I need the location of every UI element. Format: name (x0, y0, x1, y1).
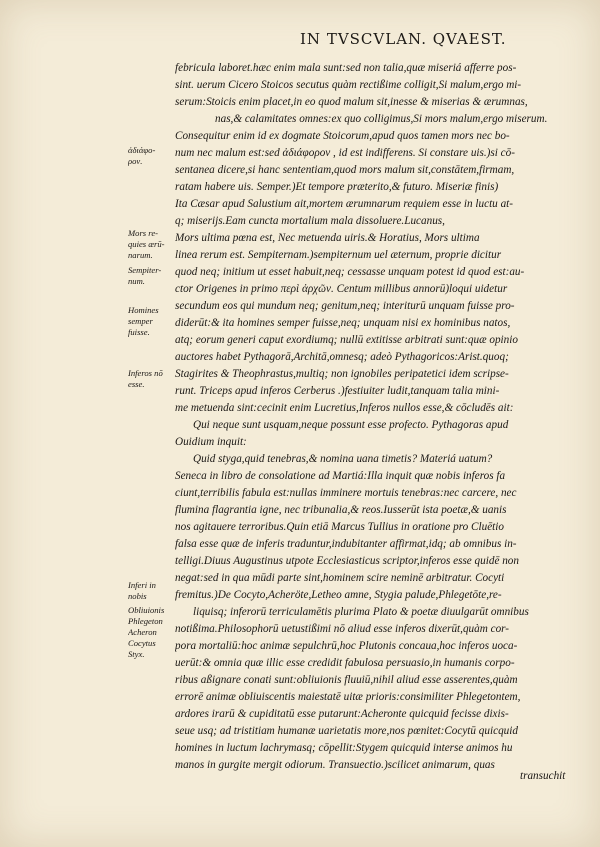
text-line: me metuenda sint:cecinit enim Lucretius,Inferos nullos esse,& cōcludēs ait: (175, 402, 514, 414)
text-line: sint. uerum Cicero Stoicos secutus quàm rectißime colligit,Si malum,ergo mi- (175, 79, 522, 91)
margin-note-inferos: Inferos nō esse. (128, 368, 163, 389)
text-line: sentanea dicere,si hanc sententiam,quod mors malum sit,constātem,firmam, (175, 164, 515, 176)
text-line: seue usq; ad tristitiam humanæ uarietatis more,nos pœnitet:Cocytū quicquid (175, 725, 518, 737)
text-line: linea rerum est. Sempiternam.)sempiternum uel æternum, proprie dicitur (175, 249, 502, 261)
text-line: q; miserijs.Eam cuncta mortalium mala dissoluere.Lucanus, (175, 215, 445, 227)
margin-note-rivers: Obliuionis Phlegeton Acheron Cocytus Styx. (128, 605, 165, 659)
text-line: ardores irarū & cupiditatū esse putarunt:Acheronte quicquid fecisse dixis- (175, 708, 509, 720)
text-line: runt. Triceps apud inferos Cerberus .)festiuiter ludit,tanquam talia mini- (175, 385, 500, 397)
text-line: Qui neque sunt usquam,neque possunt esse profecto. Pythagoras apud (193, 419, 509, 431)
text-line: notißima.Philosophorū uetustißimi nō aliud esse inferos dixerūt,quàm cor- (175, 623, 510, 635)
margin-note-inferi-nobis: Inferi in nobis (128, 580, 156, 601)
margin-note-mors-requies: Mors re- quies ærū- narum. (128, 228, 165, 260)
text-line: febricula laboret.hæc enim mala sunt:sed non talia,quæ miseriá afferre pos- (175, 62, 517, 74)
text-line: Mors ultima pœna est, Nec metuenda uiris.& Horatius, Mors ultima (175, 232, 480, 244)
text-line: diderūt:& ita homines semper fuisse,neq; unquam nisi ex hominibus natos, (175, 317, 511, 329)
text-line: ctor Origenes in primo περὶ ἀρχῶν. Centum millibus annorū)loqui uidetur (175, 283, 508, 295)
text-line: nos agitauere terroribus.Quin etiā Marcus Tullius in oratione pro Cluētio (175, 521, 504, 533)
text-line: falsa esse quæ de inferis traduntur,indubitanter affirmat,idq; ab omnibus in- (175, 538, 517, 550)
text-line: Quid styga,quid tenebras,& nomina uana timetis? Materiá uatum? (193, 453, 493, 465)
text-line: atq; eorum generi caput exordiumq; nullū extitisse arbitrati sunt:quæ opinio (175, 334, 518, 346)
running-header: IN TVSCVLAN. QVAEST. (300, 30, 507, 48)
text-line: auctores habet Pythagorā,Architā,omnesq; adeò Pythagoricos:Arist.quoq; (175, 351, 509, 363)
text-line: homines in luctum lachrymasq; cōpellit:Stygem quicquid interse animos hu (175, 742, 513, 754)
text-line: Ouidium inquit: (175, 436, 247, 448)
text-line: nas,& calamitates omnes:ex quo colligimus,Si mors malum,ergo miserum. (215, 113, 548, 125)
text-line: Seneca in libro de consolatione ad Martiá:Illa inquit quæ nobis inferos fa (175, 470, 506, 482)
text-line: num nec malum est:sed ἀδιάφορον , id est indifferens. Si constare uis.)si cō- (175, 147, 515, 159)
text-line: Consequitur enim id ex dogmate Stoicorum,apud quos tamen mors nec bo- (175, 130, 510, 142)
text-line: Ita Cæsar apud Salustium ait,mortem ærumnarum requiem esse in luctu at- (175, 198, 514, 210)
margin-note-homines-semper: Homines semper fuisse. (128, 305, 159, 337)
text-line: uerūt:& omnia quæ illic esse credidit fabulosa persuasio,in humanis corpo- (175, 657, 515, 669)
text-line: manos in gurgite mergit odiorum. Transuectio.)scilicet animarum, quas (175, 759, 495, 771)
text-line: telligi.Diuus Augustinus utpote Ecclesiasticus scriptor,inferos esse quidē non (175, 555, 519, 567)
text-line: ciunt,terribilis fabula est:nullas imminere mortuis tenebras:nec carcere, nec (175, 487, 517, 499)
text-line: liquisq; inferorū terriculamētis plurima Plato & poetæ diuulgarūt omnibus (193, 606, 529, 618)
text-line: serum:Stoicis enim placet,in eo quod malum sit,inesse & miserias & ærumnas, (175, 96, 528, 108)
text-line: ribus aßignare conati sunt:obliuionis fluuiū,nihil aliud esse asserentes,quàm (175, 674, 518, 686)
text-line: ratam habere uis. Semper.)Et tempore præterito,& futuro. Miseriæ finis) (175, 181, 499, 193)
text-line: flumina flagrantia igne, nec tribunalia,& reos.Iusserūt ista poetæ,& uanis (175, 504, 507, 516)
margin-note-adiaphor: ἀδιάφο- ρον. (128, 145, 156, 166)
text-line: negat:sed in qua mūdi parte sint,hominem scire neminē arbitratur. Cocyti (175, 572, 505, 584)
text-line: errorē animæ obliuiscentis maiestatē uitæ prioris:consimiliter Phlegetontem, (175, 691, 521, 703)
text-line: pora mortaliū:hoc animæ sepulchrū,hoc Plutonis concaua,hoc inferos uoca- (175, 640, 518, 652)
catchword: transuchit (520, 770, 566, 782)
text-line: secundum eos qui mundum neq; genitum,neq; interiturū unquam fuisse pro- (175, 300, 515, 312)
text-line: quod neq; initium ut esset habuit,neq; cessasse unquam potest id quod est:au- (175, 266, 525, 278)
text-line: Stagirites & Theophrastus,multiq; non ignobiles peripatetici idem scripse- (175, 368, 509, 380)
main-text-column (175, 60, 570, 774)
text-line: fremitus.)De Cocyto,Acheröte,Letheo amne, Stygia palude,Phlegetōte,re- (175, 589, 502, 601)
margin-note-sempiternum: Sempiter- num. (128, 265, 162, 286)
